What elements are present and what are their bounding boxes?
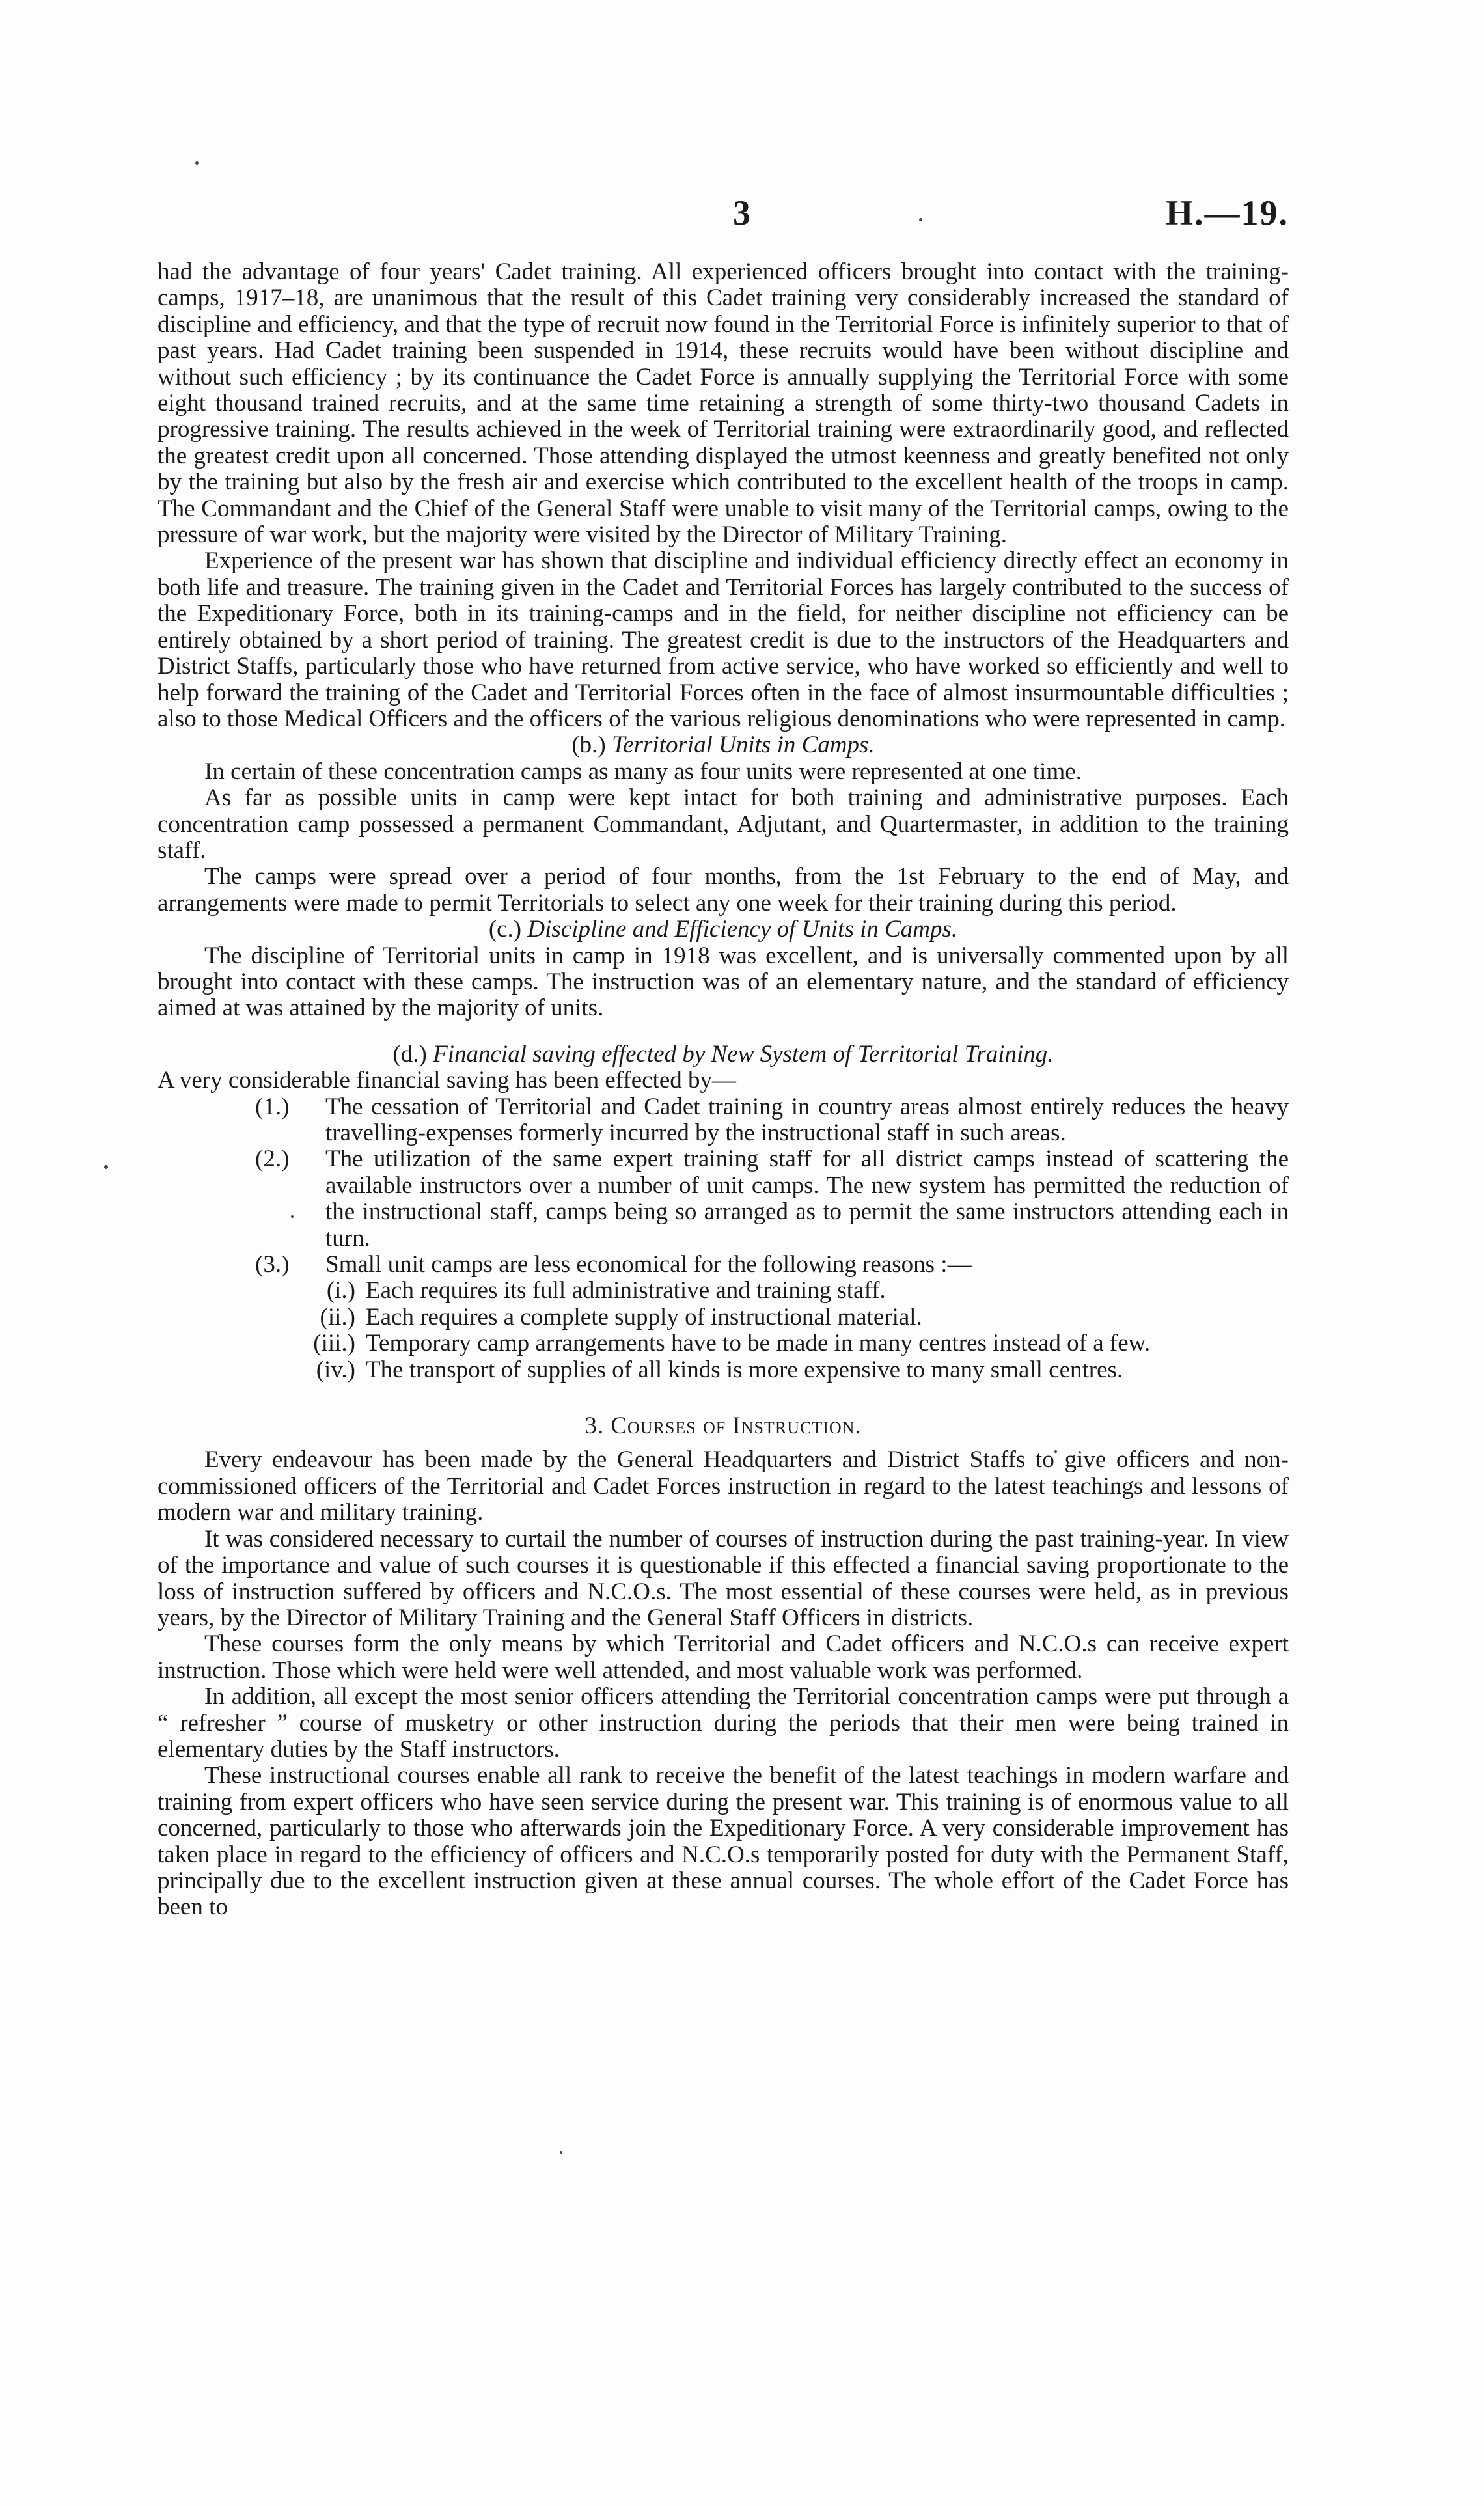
list-item-number: (1.) (255, 1093, 290, 1120)
paragraph-only-means: These courses form the only means by which Territorial and Cadet officers and N.C.O.s can receive expert instruction. Those which were held were well attended, and most valuable work was performed. (158, 1631, 1289, 1684)
section-heading-c (158, 916, 1289, 943)
sub-list-item-text: Each requires a complete supply of instructional material. (366, 1303, 922, 1330)
section-heading-d (158, 1041, 1289, 1067)
list-item-number: (2.) (255, 1146, 290, 1173)
section-3-heading: 3. Courses of Instruction. (584, 1412, 862, 1440)
sub-list-item-text: Temporary camp arrangements have to be made in many centres instead of a few. (366, 1330, 1151, 1357)
section-heading-d-label: (d.) (392, 1040, 427, 1067)
sub-list-item (158, 1330, 1289, 1356)
paragraph-refresher-course: In addition, all except the most senior officers attending the Territorial concentration camps were put through a “ refresher ” course of musketry or other instruction during the periods that their men were being trained in elementary duties by the Staff instructors. (158, 1683, 1289, 1763)
section-heading-d-title: Financial saving effected by New System of Territorial Training. (433, 1040, 1054, 1067)
paragraph-financial-saving-intro: A very considerable financial saving has been effected by— (158, 1067, 737, 1094)
paragraph-cadet-training: had the advantage of four years' Cadet training. All experienced officers brought into contact with the training-camps, 1917–18, are unanimous that the result of this Cadet training very considerably increased the standard of discipline and efficiency, and that the type of recruit now found in the Territorial Force is infinitely superior to that of past years. Had Cadet training been suspended in 1914, these recruits would have been without discipline and without such efficiency ; by its continuance the Cadet Force is annually supplying the Territorial Force with some eight thousand trained recruits, and at the same time retaining a strength of some thirty-two thousand Cadets in progressive training. The results achieved in the week of Territorial training were extraordinarily good, and reflected the greatest credit upon all concerned. Those attending displayed the utmost keenness and greatly benefited not only by the training but also by the fresh air and exercise which contributed to the excellent health of the troops in camp. The Commandant and the Chief of the General Staff were unable to visit many of the Territorial camps, owing to the pressure of war work, but the majority were visited by the Director of Military Training. (158, 258, 1289, 549)
list-item (158, 1094, 1289, 1147)
section-heading-b-title: Territorial Units in Camps. (611, 732, 875, 759)
list-item-text: The utilization of the same expert training staff for all district camps instead of scattering the available instructors over a number of unit camps. The new system has permitted the reduction of the instructional staff, camps being so arranged as to permit the same instructors attending each in turn. (325, 1146, 1289, 1252)
scan-speck (919, 218, 922, 221)
sub-list-item-number: (ii.) (320, 1303, 355, 1330)
sub-list-item-number: (iv.) (316, 1356, 355, 1383)
list-item-text: The cessation of Territorial and Cadet training in country areas almost entirely reduces the heavy travelling-expenses formerly incurred by the instructional staff in such areas. (325, 1093, 1289, 1146)
paragraph-camp-period: The camps were spread over a period of four months, from the 1st February to the end of May, and arrangements were made to permit Territorials to select any one week for their training during this period. (158, 863, 1289, 916)
sub-list-item (158, 1304, 1289, 1330)
scan-speck (560, 2151, 562, 2154)
savings-list (158, 1094, 1289, 1383)
paragraph-every-endeavour: Every endeavour has been made by the General Headquarters and District Staffs to give officers and non-commissioned officers of the Territorial and Cadet Forces instruction in regard to the latest teachings and lessons of modern war and military training. (158, 1446, 1289, 1526)
sub-list-item-number: (i.) (326, 1277, 355, 1304)
scan-speck (104, 1165, 108, 1169)
paragraph-experience-of-war: Experience of the present war has shown that discipline and individual efficiency directly effect an economy in both life and treasure. The training given in the Cadet and Territorial Forces has largely contributed to the success of the Expeditionary Force, both in its training-camps and in the field, for neither discipline not efficiency can be entirely obtained by a short period of training. The greatest credit is due to the instructors of the Headquarters and District Staffs, particularly those who have returned from active service, who have worked so efficiently and well to help forward the training of the Cadet and Territorial Forces often in the face of almost insurmountable difficulties ; also to those Medical Officers and the officers of the various religious denominations who were represented in camp. (158, 547, 1289, 732)
sub-list-item (158, 1357, 1289, 1383)
paragraph-concentration-camps: In certain of these concentration camps as many as four units were represented at one time. (204, 758, 1082, 785)
section-heading-b-label: (b.) (571, 732, 606, 759)
document-reference: H.—19. (1165, 193, 1289, 232)
sub-list-item-text: Each requires its full administrative and training staff. (366, 1277, 886, 1304)
paragraph-instructional-courses: These instructional courses enable all rank to receive the benefit of the latest teachings in modern warfare and training from expert officers who have seen service during the present war. This training is of enormous value to all concerned, particularly to those who afterwards join the Expeditionary Force. A very considerable improvement has taken place in regard to the efficiency of officers and N.C.O.s temporarily posted for duty with the Permanent Staff, principally due to the excellent instruction given at these annual courses. The whole effort of the Cadet Force has been to (158, 1762, 1289, 1921)
list-item (158, 1146, 1289, 1252)
list-item (158, 1252, 1289, 1278)
document-body (158, 259, 1289, 1921)
page-number: 3 (733, 193, 751, 232)
paragraph-units-intact: As far as possible units in camp were kept intact for both training and administrative purposes. Each concentration camp possessed a permanent Commandant, Adjutant, and Quartermaster, in addition to the training staff. (158, 784, 1289, 864)
sub-list-item-text: The transport of supplies of all kinds is more expensive to many small centres. (366, 1356, 1123, 1383)
scan-speck (195, 161, 199, 165)
paragraph-discipline-1918: The discipline of Territorial units in camp in 1918 was excellent, and is universally commented upon by all brought into contact with these camps. The instruction was of an elementary nature, and the standard of efficiency aimed at was attained by the majority of units. (158, 942, 1289, 1022)
section-heading-c-title: Discipline and Efficiency of Units in Camps. (527, 916, 958, 943)
section-heading-b (158, 732, 1289, 758)
paragraph-curtail-courses: It was considered necessary to curtail the number of courses of instruction during the past training-year. In view of the importance and value of such courses it is questionable if this effected a financial saving proportionate to the loss of instruction suffered by officers and N.C.O.s. The most essential of these courses were held, as in previous years, by the Director of Military Training and the General Staff Officers in districts. (158, 1525, 1289, 1631)
sub-list-item-number: (iii.) (313, 1330, 355, 1357)
section-heading-c-label: (c.) (488, 916, 522, 943)
list-item-text: Small unit camps are less economical for the following reasons :— (325, 1251, 972, 1278)
list-item-number: (3.) (255, 1251, 290, 1278)
sub-list-item (158, 1278, 1289, 1304)
